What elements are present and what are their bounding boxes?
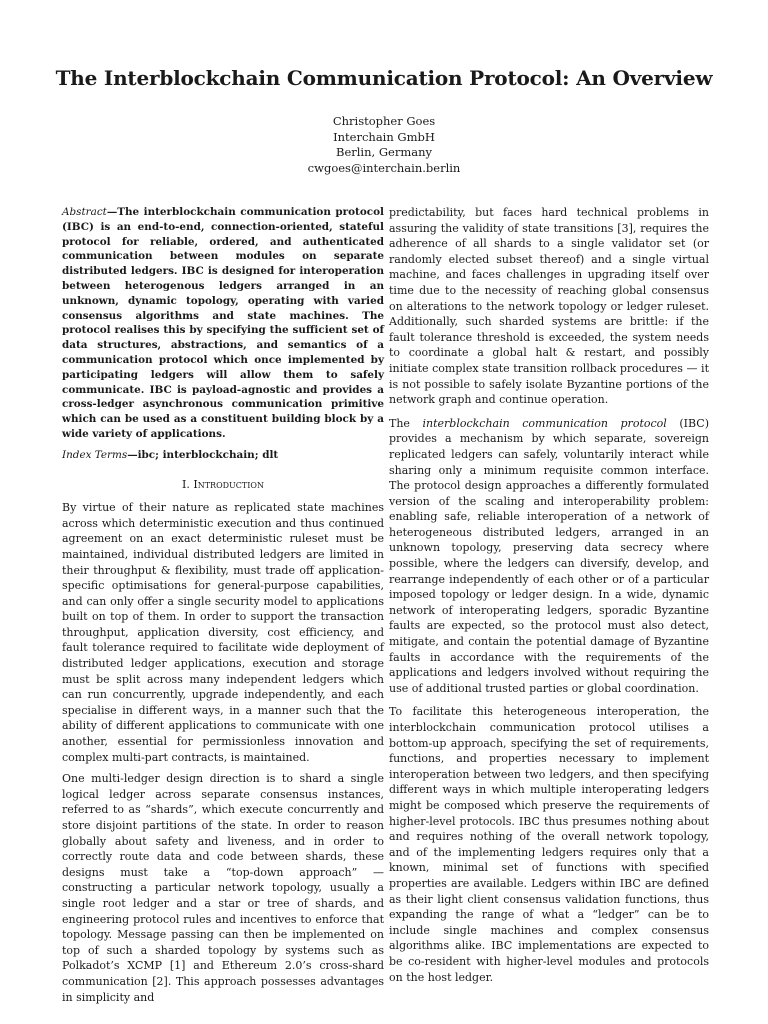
author-affiliation: Interchain GmbH bbox=[333, 129, 435, 144]
index-terms-label: Index Terms bbox=[62, 448, 128, 461]
left-column bbox=[62, 205, 384, 1011]
right-paragraph-3: To facilitate this heterogeneous interoperation, the interblockchain communication protocol utilises a bottom-up approach, specifying the set of requirements, functions, and properties necessary to implement interoperation between two ledgers, and then specifying different ways in which multiple interoperating ledgers might be composed which preserve the requirements of higher-level protocols. IBC thus presumes nothing about and requires nothing of the overall network topology, and of the implementing ledgers requires only that a known, minimal set of functions with specified properties are available. Ledgers within IBC are defined as their light client consensus validation functions, thus expanding the range of what a “ledger” can be to include single machines and complex consensus algorithms alike. IBC implementations are expected to be co-resident with higher-level modules and protocols on the host ledger. bbox=[389, 705, 709, 984]
section-number: I. bbox=[182, 477, 190, 491]
intro-paragraph-1: By virtue of their nature as replicated state machines across which deterministic execution and thus continued agreement on an exact deterministic ruleset must be maintained, individual distributed ledgers are limited in their throughput & flexibility, must trade off application-specific optimisations for general-purpose capabilities, and can only offer a single security model to applications built on top of them. In order to support the transaction throughput, application diversity, cost efficiency, and fault tolerance required to facilitate wide deployment of distributed ledger applications, execution and storage must be split across many independent ledgers which can run concurrently, upgrade independently, and each specialise in different ways, in a manner such that the ability of different applications to communicate with one another, essential for permissionless innovation and complex multi-part contracts, is maintained. bbox=[62, 501, 384, 764]
right-column bbox=[389, 205, 709, 993]
right-paragraph-1: predictability, but faces hard technical problems in assuring the validity of state transitions [3], requires the adherence of all shards to a single validator set (or randomly elected subset thereof) and a single virtual machine, and faces challenges in upgrading itself over time due to the necessity of reaching global consensus on alterations to the network topology or ledger ruleset. Additionally, such sharded systems are brittle: if the fault tolerance threshold is exceeded, the system needs to coordinate a global halt & restart, and possibly initiate complex state transition rollback procedures — it is not possible to safely isolate Byzantine portions of the network graph and continue operation. bbox=[389, 206, 709, 407]
section-title: Introduction bbox=[193, 477, 264, 491]
right-paragraph-2 bbox=[389, 416, 709, 697]
p2-lead: The bbox=[389, 416, 423, 430]
author-block bbox=[200, 114, 568, 176]
abstract-text: The interblockchain communication protocol (IBC) is an end-to-end, connection-oriented, stateful protocol for reliable, ordered, and authenticated communication between modules on separate distributed ledgers. IBC is designed for interoperation between heterogenous ledgers arranged in an unknown, dynamic topology, operating with varied consensus algorithms and state machines. The protocol realises this by specifying the sufficient set of data structures, abstractions, and semantics of a communication protocol which once implemented by participating ledgers will allow them to safely communicate. IBC is payload-agnostic and provides a cross-ledger asynchronous communication primitive which can be used as a constituent building block by a wide variety of applications. bbox=[62, 206, 384, 440]
index-terms-dash: — bbox=[127, 448, 138, 461]
intro-paragraph-2: One multi-ledger design direction is to shard a single logical ledger across separate consensus instances, referred to as “shards”, which execute concurrently and store disjoint partitions of the state. In order to reason globally about safety and liveness, and in order to correctly route data and code between shards, these designs must take a “top-down approach” — constructing a particular network topology, usually a single root ledger and a star or tree of shards, and engineering protocol rules and incentives to enforce that topology. Message passing can then be implemented on top of such a sharded topology by systems such as Polkadot’s XCMP [1] and Ethereum 2.0’s cross-shard communication [2]. This approach possesses advantages in simplicity and bbox=[62, 772, 384, 1004]
abstract-dash: — bbox=[106, 206, 118, 218]
paper-title: The Interblockchain Communication Protocol: An Overview bbox=[55, 66, 713, 90]
author-location: Berlin, Germany bbox=[336, 145, 432, 159]
abstract bbox=[62, 205, 384, 442]
index-terms-text: ibc; interblockchain; dlt bbox=[137, 448, 279, 461]
ibc-term: interblockchain communication protocol bbox=[422, 416, 667, 430]
index-terms bbox=[62, 448, 384, 463]
p2-rest: (IBC) provides a mechanism by which separate, sovereign replicated ledgers can safely, voluntarily interact while sharing only a minimum requisite common interface. The protocol design approaches a differently formulated version of the scaling and interoperability problem: enabling safe, reliable interoperation of a network of heterogeneous distributed ledgers, arranged in an unknown topology, preserving data secrecy where possible, where the ledgers can diversify, develop, and rearrange independently of each other or of a particular imposed topology or ledger design. In a wide, dynamic network of interoperating ledgers, sporadic Byzantine faults are expected, so the protocol must also detect, mitigate, and contain the potential damage of Byzantine faults in accordance with the requirements of the applications and ledgers involved without requiring the use of additional trusted parties or global coordination. bbox=[389, 416, 709, 695]
author-name: Christopher Goes bbox=[332, 114, 436, 128]
abstract-label: Abstract bbox=[62, 206, 107, 218]
section-heading-introduction bbox=[62, 477, 384, 493]
author-email: cwgoes@interchain.berlin bbox=[307, 160, 461, 175]
